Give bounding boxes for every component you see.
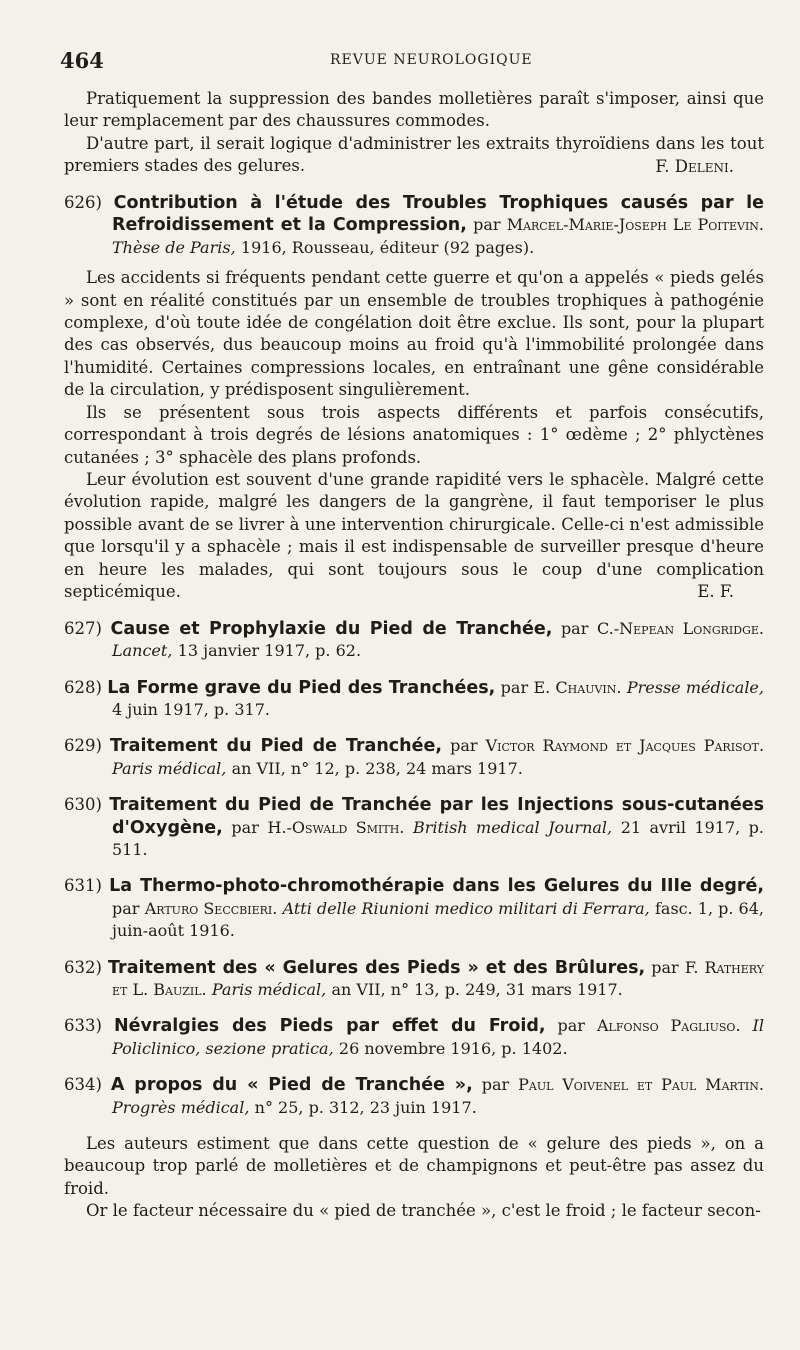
bibliography-entry bbox=[64, 1074, 764, 1119]
entry-details: fasc. 1, p. 64, juin-août 1916. bbox=[112, 898, 765, 941]
entry-by: par bbox=[500, 677, 529, 697]
entry-source: Paris médical, bbox=[112, 758, 227, 778]
entry-by: par bbox=[560, 618, 589, 638]
bibliography-entry bbox=[64, 1015, 764, 1060]
abstract-paragraph: Ils se présentent sous trois aspects différents et parfois consécutifs, correspondant à trois degrés de lésions anatomiques : 1° œdème ; 2° phlyctènes cutanées ; 3° sphacèle des plans profonds. bbox=[64, 402, 764, 467]
entry-author: H.-Oswald Smith. bbox=[267, 817, 405, 837]
entry-title: La Forme grave du Pied des Tranchées, bbox=[107, 677, 496, 698]
entry-title: Traitement des « Gelures des Pieds » et des Brûlures, bbox=[108, 957, 646, 978]
entry-number: 628) bbox=[64, 677, 102, 697]
bibliography-entry bbox=[64, 677, 764, 722]
entry-author: Marcel-Marie-Joseph Le Poitevin. bbox=[506, 215, 765, 235]
entry-source: Il Policlinico, sezione pratica, bbox=[112, 1016, 764, 1058]
entry-author: Alfonso Pagliuso. bbox=[596, 1016, 741, 1036]
entry-details: an VII, n° 13, p. 249, 31 mars 1917. bbox=[331, 980, 623, 1000]
abstract-paragraph: Or le facteur nécessaire du « pied de tranchée », c'est le froid ; le facteur secon- bbox=[86, 1201, 761, 1221]
entry-source: Atti delle Riunioni medico militari di Ferrara, bbox=[282, 898, 650, 918]
entry-source: Lancet, bbox=[112, 641, 173, 661]
entry-by: par bbox=[231, 817, 259, 837]
entry-number: 632) bbox=[64, 957, 102, 977]
abstract-paragraph: Leur évolution est souvent d'une grande rapidité vers le sphacèle. Malgré cette évolution rapide, malgré les dangers de la gangrène, il faut temporiser le plus possible avant de se livrer à une intervention chirurgicale. Celle-ci n'est admissible que lorsqu'il y a sphacèle ; mais il est indispensable de surveiller presque d'heure en heure les malades, qui sont toujours sous le coup d'une complication septicémique. bbox=[64, 469, 764, 601]
entry-details: 21 avril 1917, p. 511. bbox=[112, 817, 764, 859]
entry-source: Thèse de Paris, bbox=[112, 237, 236, 257]
entry-heading bbox=[64, 794, 764, 861]
entry-title: Traitement du Pied de Tranchée, bbox=[110, 736, 443, 757]
entry-number: 634) bbox=[64, 1075, 102, 1095]
entry-by: par bbox=[651, 957, 679, 977]
entry-source: Paris médical, bbox=[211, 980, 327, 1000]
page-content bbox=[64, 88, 764, 1223]
entry-by: par bbox=[557, 1016, 585, 1036]
entry-number: 626) bbox=[64, 193, 102, 213]
bibliography-entry-626 bbox=[64, 192, 764, 604]
entry-author: C.-Nepean Longridge. bbox=[596, 618, 764, 638]
bibliography-list bbox=[64, 618, 764, 1119]
entry-by: par bbox=[450, 736, 478, 756]
entry-author: Victor Raymond et Jacques Parisot. bbox=[485, 736, 765, 756]
entry-number: 633) bbox=[64, 1016, 102, 1036]
entry-by: par bbox=[473, 215, 501, 235]
entry-heading bbox=[64, 1015, 764, 1060]
entry-source: British medical Journal, bbox=[413, 817, 613, 837]
entry-number: 630) bbox=[64, 795, 102, 815]
page-header bbox=[60, 46, 770, 76]
entry-details: 4 juin 1917, p. 317. bbox=[112, 699, 270, 719]
entry-details: 26 novembre 1916, p. 1402. bbox=[338, 1038, 568, 1058]
entry-title: Contribution à l'étude des Troubles Trophiques causés par le Refroidissement et la Compression, bbox=[112, 193, 764, 236]
bibliography-entry bbox=[64, 618, 764, 663]
entry-number: 629) bbox=[64, 736, 102, 756]
entry-heading bbox=[64, 677, 764, 722]
entry-title: Traitement du Pied de Tranchée par les Injections sous-cutanées d'Oxygène, bbox=[109, 795, 764, 838]
entry-title: Névralgies des Pieds par effet du Froid, bbox=[113, 1016, 546, 1037]
entry-author: E. Chauvin. bbox=[533, 677, 622, 697]
entry-details: 1916, Rousseau, éditeur (92 pages). bbox=[240, 237, 535, 257]
entry-number: 627) bbox=[64, 618, 102, 638]
abstract-634 bbox=[64, 1133, 764, 1223]
entry-author: Arturo Seccbieri. bbox=[144, 898, 278, 918]
entry-heading bbox=[64, 875, 764, 942]
running-title: REVUE NEUROLOGIQUE bbox=[330, 52, 533, 68]
signature-text: F. Deleni. bbox=[655, 156, 734, 176]
entry-author: Paul Voivenel et Paul Martin. bbox=[518, 1075, 764, 1095]
entry-title: A propos du « Pied de Tranchée », bbox=[110, 1075, 473, 1096]
intro-paragraph: Pratiquement la suppression des bandes molletières paraît s'imposer, ainsi que leur remplacement par des chaussures commodes. bbox=[64, 89, 764, 131]
entry-author: F. Rathery et L. Bauzil. bbox=[112, 957, 765, 1000]
entry-heading bbox=[64, 1074, 764, 1119]
abstract-paragraph: Les accidents si fréquents pendant cette guerre et qu'on a appelés « pieds gelés » sont en réalité constitués par un ensemble de troubles trophiques à pathogénie complexe, d'où toute idée de congélation doit être exclue. Ils sont, pour la plupart des cas observés, dus beaucoup moins au froid qu'à l'immobilité prolongée dans l'humidité. Certaines compressions locales, en entraînant une gêne considérable de la circulation, y prédisposent singulièrement. bbox=[64, 268, 764, 400]
entry-number: 631) bbox=[64, 876, 102, 896]
bibliography-entry bbox=[64, 875, 764, 942]
page-number: 464 bbox=[60, 48, 104, 73]
entry-heading bbox=[64, 957, 764, 1002]
entry-by: par bbox=[481, 1075, 510, 1095]
intro-paragraph: D'autre part, il serait logique d'administrer les extraits thyroïdiens dans les tout premiers stades des gelures. bbox=[64, 133, 764, 176]
entry-details: n° 25, p. 312, 23 juin 1917. bbox=[254, 1097, 477, 1117]
entry-details: an VII, n° 12, p. 238, 24 mars 1917. bbox=[231, 758, 523, 778]
entry-source: Progrès médical, bbox=[112, 1097, 250, 1117]
abstract-paragraph: Les auteurs estiment que dans cette question de « gelure des pieds », on a beaucoup trop parlé de molletières et de champignons et peut-être pas assez du froid. bbox=[64, 1134, 764, 1198]
signature-text: E. F. bbox=[697, 582, 734, 602]
entry-title: Cause et Prophylaxie du Pied de Tranchée, bbox=[110, 618, 553, 639]
bibliography-entry bbox=[64, 957, 764, 1002]
entry-heading bbox=[64, 192, 764, 259]
entry-heading bbox=[64, 735, 764, 780]
entry-details: 13 janvier 1917, p. 62. bbox=[177, 641, 362, 661]
entry-source: Presse médicale, bbox=[626, 677, 764, 697]
entry-by: par bbox=[112, 898, 140, 918]
entry-title: La Thermo-photo-chromothérapie dans les Gelures du IIIe degré, bbox=[109, 876, 765, 897]
bibliography-entry bbox=[64, 794, 764, 861]
entry-heading bbox=[64, 618, 764, 663]
bibliography-entry bbox=[64, 735, 764, 780]
